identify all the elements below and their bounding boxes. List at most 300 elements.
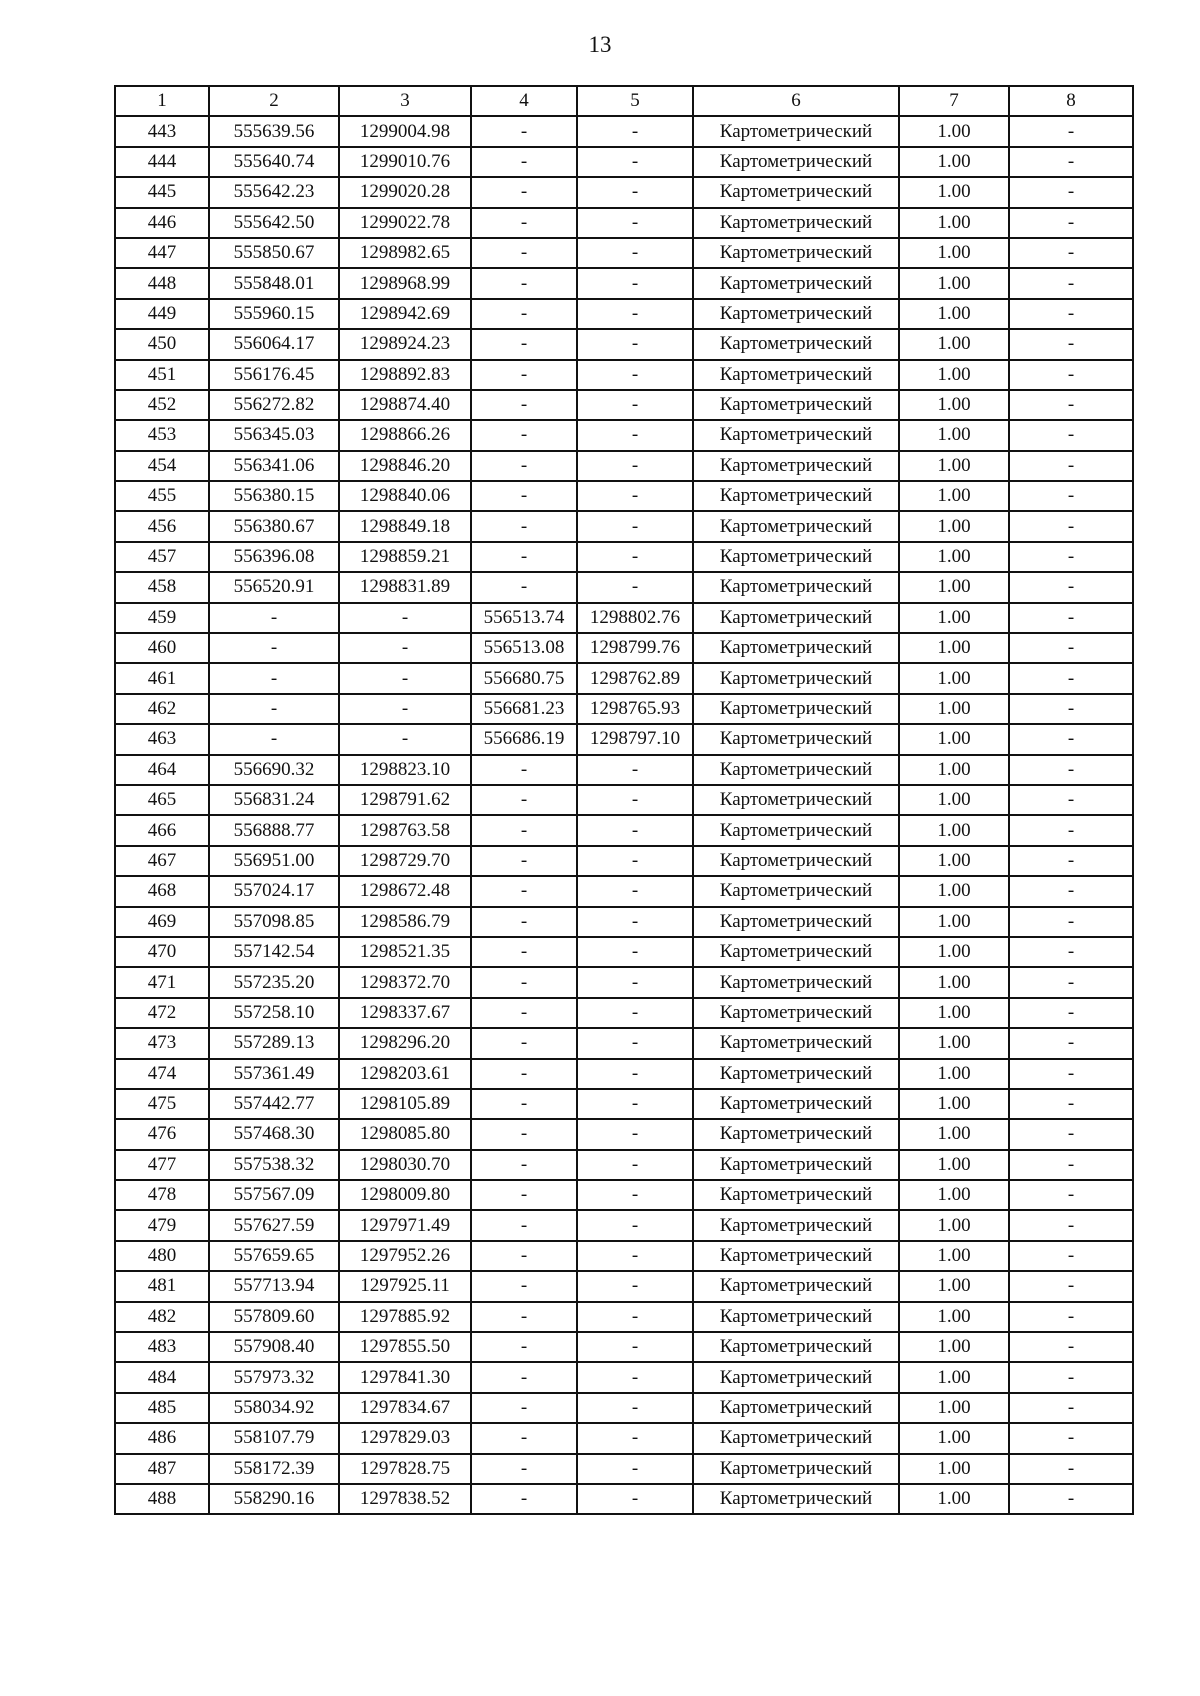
table-cell: 1299010.76 <box>339 147 471 177</box>
table-cell: 445 <box>115 177 209 207</box>
table-cell: 558172.39 <box>209 1454 339 1484</box>
table-cell: - <box>1009 420 1133 450</box>
table-cell: - <box>339 633 471 663</box>
table-cell: Картометрический <box>693 208 899 238</box>
table-cell: 1.00 <box>899 1150 1009 1180</box>
table-cell: 452 <box>115 390 209 420</box>
table-cell: 557538.32 <box>209 1150 339 1180</box>
table-cell: - <box>1009 663 1133 693</box>
table-cell: - <box>1009 1210 1133 1240</box>
table-cell: 1.00 <box>899 572 1009 602</box>
table-cell: 475 <box>115 1089 209 1119</box>
table-cell: - <box>471 420 577 450</box>
table-row <box>115 603 1133 633</box>
table-cell: 477 <box>115 1150 209 1180</box>
table-cell: - <box>471 177 577 207</box>
table-row <box>115 572 1133 602</box>
table-cell: - <box>471 1271 577 1301</box>
table-cell: - <box>1009 694 1133 724</box>
table-row <box>115 1271 1133 1301</box>
table-cell: Картометрический <box>693 1332 899 1362</box>
table-cell: 1.00 <box>899 1271 1009 1301</box>
table-cell: 458 <box>115 572 209 602</box>
table-cell: 1297829.03 <box>339 1423 471 1453</box>
table-cell: 482 <box>115 1302 209 1332</box>
table-row <box>115 907 1133 937</box>
table-cell: - <box>471 572 577 602</box>
table-cell: Картометрический <box>693 511 899 541</box>
header-cell: 4 <box>471 86 577 116</box>
table-cell: - <box>1009 603 1133 633</box>
table-cell: - <box>577 481 693 511</box>
table-cell: 1.00 <box>899 633 1009 663</box>
table-cell: Картометрический <box>693 967 899 997</box>
table-cell: 556513.74 <box>471 603 577 633</box>
table-row <box>115 238 1133 268</box>
table-cell: 472 <box>115 998 209 1028</box>
table-cell: 556888.77 <box>209 815 339 845</box>
table-cell: - <box>1009 329 1133 359</box>
table-cell: 1.00 <box>899 1180 1009 1210</box>
table-cell: 1298846.20 <box>339 451 471 481</box>
table-cell: 443 <box>115 116 209 146</box>
table-cell: 1.00 <box>899 1423 1009 1453</box>
table-cell: 1.00 <box>899 420 1009 450</box>
table-cell: - <box>577 268 693 298</box>
table-cell: - <box>471 238 577 268</box>
table-cell: - <box>1009 116 1133 146</box>
table-cell: - <box>577 1150 693 1180</box>
table-cell: - <box>471 967 577 997</box>
table-cell: Картометрический <box>693 572 899 602</box>
table-cell: - <box>471 147 577 177</box>
table-cell: 557442.77 <box>209 1089 339 1119</box>
table-row <box>115 1484 1133 1514</box>
table-cell: Картометрический <box>693 846 899 876</box>
table-cell: 1298296.20 <box>339 1028 471 1058</box>
table-cell: Картометрический <box>693 451 899 481</box>
table-cell: 1.00 <box>899 603 1009 633</box>
table-cell: - <box>577 420 693 450</box>
table-cell: 1298799.76 <box>577 633 693 663</box>
table-cell: - <box>471 785 577 815</box>
table-cell: 556272.82 <box>209 390 339 420</box>
table-cell: 557908.40 <box>209 1332 339 1362</box>
table-cell: 557567.09 <box>209 1180 339 1210</box>
table-cell: 1298586.79 <box>339 907 471 937</box>
table-cell: 1297885.92 <box>339 1302 471 1332</box>
table-cell: Картометрический <box>693 420 899 450</box>
table-cell: Картометрический <box>693 1423 899 1453</box>
table-cell: - <box>471 511 577 541</box>
table-cell: - <box>577 1423 693 1453</box>
table-cell: - <box>209 724 339 754</box>
table-cell: - <box>1009 1271 1133 1301</box>
table-row <box>115 1150 1133 1180</box>
table-cell: 470 <box>115 937 209 967</box>
table-cell: 1.00 <box>899 1241 1009 1271</box>
table-cell: 1.00 <box>899 542 1009 572</box>
table-cell: 1.00 <box>899 1362 1009 1392</box>
table-cell: 557289.13 <box>209 1028 339 1058</box>
table-cell: Картометрический <box>693 815 899 845</box>
table-cell: - <box>1009 998 1133 1028</box>
table-cell: - <box>471 542 577 572</box>
table-cell: Картометрический <box>693 1028 899 1058</box>
table-cell: 1297952.26 <box>339 1241 471 1271</box>
table-cell: - <box>577 998 693 1028</box>
table-cell: 1298942.69 <box>339 299 471 329</box>
table-row <box>115 1302 1133 1332</box>
table-cell: 1298521.35 <box>339 937 471 967</box>
table-cell: 446 <box>115 208 209 238</box>
table-cell: - <box>577 238 693 268</box>
table-cell: - <box>1009 1302 1133 1332</box>
table-cell: 1.00 <box>899 937 1009 967</box>
table-cell: Картометрический <box>693 907 899 937</box>
table-cell: 488 <box>115 1484 209 1514</box>
table-row <box>115 633 1133 663</box>
table-cell: 463 <box>115 724 209 754</box>
table-cell: 1298729.70 <box>339 846 471 876</box>
table-cell: 459 <box>115 603 209 633</box>
table-cell: 1.00 <box>899 1059 1009 1089</box>
table-cell: - <box>471 116 577 146</box>
table-cell: - <box>471 1393 577 1423</box>
table-row <box>115 1332 1133 1362</box>
table-cell: 479 <box>115 1210 209 1240</box>
table-cell: - <box>471 360 577 390</box>
table-cell: 1298840.06 <box>339 481 471 511</box>
table-cell: 556680.75 <box>471 663 577 693</box>
table-cell: - <box>471 299 577 329</box>
table-cell: 557235.20 <box>209 967 339 997</box>
table-cell: 1298765.93 <box>577 694 693 724</box>
table-cell: 1298203.61 <box>339 1059 471 1089</box>
table-row <box>115 1119 1133 1149</box>
table-row <box>115 481 1133 511</box>
table-cell: 469 <box>115 907 209 937</box>
table-row <box>115 268 1133 298</box>
table-cell: 557659.65 <box>209 1241 339 1271</box>
table-cell: 558107.79 <box>209 1423 339 1453</box>
table-cell: 473 <box>115 1028 209 1058</box>
table-cell: - <box>1009 451 1133 481</box>
table-cell: - <box>209 694 339 724</box>
table-cell: Картометрический <box>693 1089 899 1119</box>
table-row <box>115 1210 1133 1240</box>
table-cell: 1.00 <box>899 511 1009 541</box>
table-cell: 1298009.80 <box>339 1180 471 1210</box>
table-cell: 1.00 <box>899 451 1009 481</box>
table-cell: 556951.00 <box>209 846 339 876</box>
table-cell: 1298849.18 <box>339 511 471 541</box>
table-row <box>115 390 1133 420</box>
table-row <box>115 1454 1133 1484</box>
table-cell: 1297841.30 <box>339 1362 471 1392</box>
table-cell: - <box>1009 1089 1133 1119</box>
table-cell: 465 <box>115 785 209 815</box>
table-cell: - <box>577 1180 693 1210</box>
table-cell: - <box>1009 876 1133 906</box>
table-cell: 1.00 <box>899 390 1009 420</box>
table-cell: - <box>1009 360 1133 390</box>
table-row <box>115 1089 1133 1119</box>
table-cell: - <box>577 572 693 602</box>
table-cell: 1298823.10 <box>339 755 471 785</box>
table-cell: Картометрический <box>693 755 899 785</box>
table-cell: 556380.67 <box>209 511 339 541</box>
table-cell: Картометрический <box>693 1059 899 1089</box>
table-cell: - <box>577 390 693 420</box>
table-cell: 1.00 <box>899 998 1009 1028</box>
table-cell: 1298672.48 <box>339 876 471 906</box>
table-row <box>115 116 1133 146</box>
table-cell: - <box>1009 238 1133 268</box>
table-cell: 556064.17 <box>209 329 339 359</box>
table-cell: 487 <box>115 1454 209 1484</box>
table-cell: 1298831.89 <box>339 572 471 602</box>
table-cell: 558034.92 <box>209 1393 339 1423</box>
table-cell: 1299004.98 <box>339 116 471 146</box>
table-cell: 1298859.21 <box>339 542 471 572</box>
table-row <box>115 1393 1133 1423</box>
table-cell: - <box>339 724 471 754</box>
table-cell: 1299020.28 <box>339 177 471 207</box>
table-cell: - <box>577 329 693 359</box>
table-cell: 1.00 <box>899 846 1009 876</box>
table-cell: - <box>577 967 693 997</box>
table-row <box>115 1028 1133 1058</box>
table-cell: - <box>1009 572 1133 602</box>
table-cell: Картометрический <box>693 238 899 268</box>
table-cell: - <box>209 633 339 663</box>
table-cell: 1.00 <box>899 694 1009 724</box>
table-cell: - <box>471 1302 577 1332</box>
table-cell: - <box>577 1393 693 1423</box>
table-row <box>115 208 1133 238</box>
table-cell: 1.00 <box>899 1302 1009 1332</box>
header-cell: 1 <box>115 86 209 116</box>
table-cell: Картометрический <box>693 177 899 207</box>
table-cell: - <box>1009 1484 1133 1514</box>
table-cell: 449 <box>115 299 209 329</box>
table-cell: - <box>577 815 693 845</box>
table-cell: 1298763.58 <box>339 815 471 845</box>
table-cell: 1.00 <box>899 360 1009 390</box>
table-cell: - <box>577 1059 693 1089</box>
table-cell: 1.00 <box>899 177 1009 207</box>
table-cell: 448 <box>115 268 209 298</box>
table-cell: Картометрический <box>693 1271 899 1301</box>
table-cell: 474 <box>115 1059 209 1089</box>
table-cell: 557468.30 <box>209 1119 339 1149</box>
table-cell: - <box>471 1484 577 1514</box>
table-cell: 556686.19 <box>471 724 577 754</box>
table-cell: 1298105.89 <box>339 1089 471 1119</box>
table-row <box>115 663 1133 693</box>
table-cell: Картометрический <box>693 147 899 177</box>
table-cell: - <box>471 451 577 481</box>
table-cell: - <box>1009 1332 1133 1362</box>
header-cell: 7 <box>899 86 1009 116</box>
table-row <box>115 1180 1133 1210</box>
table-cell: 1.00 <box>899 268 1009 298</box>
table-cell: - <box>577 907 693 937</box>
table-row <box>115 998 1133 1028</box>
table-row <box>115 876 1133 906</box>
table-body <box>115 116 1133 1514</box>
table-cell: 557973.32 <box>209 1362 339 1392</box>
table-cell: Картометрический <box>693 268 899 298</box>
table-cell: 556690.32 <box>209 755 339 785</box>
table-cell: - <box>1009 724 1133 754</box>
table-row <box>115 542 1133 572</box>
table-cell: 1298874.40 <box>339 390 471 420</box>
table-cell: 1298337.67 <box>339 998 471 1028</box>
table-cell: 1.00 <box>899 724 1009 754</box>
table-cell: 478 <box>115 1180 209 1210</box>
table-cell: 1.00 <box>899 785 1009 815</box>
table-row <box>115 451 1133 481</box>
table-cell: 450 <box>115 329 209 359</box>
table-cell: - <box>1009 299 1133 329</box>
table-cell: - <box>471 481 577 511</box>
table-cell: 1.00 <box>899 907 1009 937</box>
table-cell: - <box>577 1271 693 1301</box>
table-cell: - <box>1009 815 1133 845</box>
table-cell: 555640.74 <box>209 147 339 177</box>
table-cell: 486 <box>115 1423 209 1453</box>
table-cell: 1297834.67 <box>339 1393 471 1423</box>
table-cell: 1297855.50 <box>339 1332 471 1362</box>
table-cell: Картометрический <box>693 603 899 633</box>
table-cell: 444 <box>115 147 209 177</box>
table-cell: 1298968.99 <box>339 268 471 298</box>
table-cell: - <box>577 1332 693 1362</box>
table-cell: - <box>471 1362 577 1392</box>
table-cell: - <box>577 116 693 146</box>
table-cell: - <box>1009 542 1133 572</box>
table-cell: Картометрический <box>693 542 899 572</box>
table-cell: 558290.16 <box>209 1484 339 1514</box>
table-cell: - <box>471 937 577 967</box>
table-cell: 1.00 <box>899 116 1009 146</box>
table-cell: Картометрический <box>693 1362 899 1392</box>
table-cell: 557098.85 <box>209 907 339 937</box>
table-cell: 556176.45 <box>209 360 339 390</box>
table-cell: 556681.23 <box>471 694 577 724</box>
table-cell: 1.00 <box>899 876 1009 906</box>
table-cell: 471 <box>115 967 209 997</box>
table-cell: Картометрический <box>693 876 899 906</box>
table-cell: 555850.67 <box>209 238 339 268</box>
table-cell: 557361.49 <box>209 1059 339 1089</box>
table-cell: 1298802.76 <box>577 603 693 633</box>
table-cell: - <box>577 1089 693 1119</box>
table-row <box>115 755 1133 785</box>
table-cell: 1.00 <box>899 1454 1009 1484</box>
table-cell: - <box>577 1210 693 1240</box>
table-cell: - <box>339 694 471 724</box>
table-cell: - <box>471 268 577 298</box>
table-cell: 481 <box>115 1271 209 1301</box>
table-cell: - <box>471 1454 577 1484</box>
table-cell: - <box>577 147 693 177</box>
table-cell: - <box>1009 785 1133 815</box>
page-number: 13 <box>588 32 612 57</box>
table-cell: Картометрический <box>693 1484 899 1514</box>
table-cell: 1.00 <box>899 481 1009 511</box>
table-cell: Картометрический <box>693 633 899 663</box>
table-cell: - <box>577 1302 693 1332</box>
table-cell: 485 <box>115 1393 209 1423</box>
table-cell: - <box>339 663 471 693</box>
table-row <box>115 1059 1133 1089</box>
table-cell: - <box>1009 1150 1133 1180</box>
table-cell: - <box>1009 907 1133 937</box>
table-cell: - <box>471 998 577 1028</box>
table-cell: 456 <box>115 511 209 541</box>
table-cell: 557258.10 <box>209 998 339 1028</box>
table-cell: - <box>1009 1119 1133 1149</box>
table-cell: - <box>471 1028 577 1058</box>
table-cell: - <box>471 1119 577 1149</box>
table-cell: - <box>1009 937 1133 967</box>
table-cell: 455 <box>115 481 209 511</box>
table-cell: Картометрический <box>693 663 899 693</box>
table-cell: 461 <box>115 663 209 693</box>
table-row <box>115 360 1133 390</box>
table-row <box>115 147 1133 177</box>
table-cell: 1298924.23 <box>339 329 471 359</box>
table-row <box>115 724 1133 754</box>
table-cell: 464 <box>115 755 209 785</box>
table-cell: 1299022.78 <box>339 208 471 238</box>
table-cell: Картометрический <box>693 1119 899 1149</box>
table-cell: - <box>1009 481 1133 511</box>
table-cell: - <box>577 208 693 238</box>
table-cell: - <box>577 511 693 541</box>
table-cell: - <box>1009 390 1133 420</box>
table-cell: - <box>577 451 693 481</box>
table-cell: - <box>1009 511 1133 541</box>
table-cell: - <box>471 846 577 876</box>
table-cell: - <box>577 1028 693 1058</box>
table-cell: - <box>577 542 693 572</box>
table-cell: 457 <box>115 542 209 572</box>
table-cell: 1.00 <box>899 1332 1009 1362</box>
table-cell: 555639.56 <box>209 116 339 146</box>
table-cell: Картометрический <box>693 360 899 390</box>
table-cell: Картометрический <box>693 1150 899 1180</box>
table-cell: Картометрический <box>693 299 899 329</box>
table-cell: 462 <box>115 694 209 724</box>
table-cell: 1298372.70 <box>339 967 471 997</box>
table-cell: Картометрический <box>693 694 899 724</box>
table-cell: - <box>1009 1059 1133 1089</box>
table-cell: - <box>471 208 577 238</box>
table-cell: Картометрический <box>693 116 899 146</box>
table-cell: Картометрический <box>693 481 899 511</box>
header-cell: 5 <box>577 86 693 116</box>
table-cell: 476 <box>115 1119 209 1149</box>
table-row <box>115 846 1133 876</box>
table-cell: Картометрический <box>693 329 899 359</box>
table-cell: 1.00 <box>899 1089 1009 1119</box>
table-cell: - <box>1009 1180 1133 1210</box>
table-cell: 557713.94 <box>209 1271 339 1301</box>
